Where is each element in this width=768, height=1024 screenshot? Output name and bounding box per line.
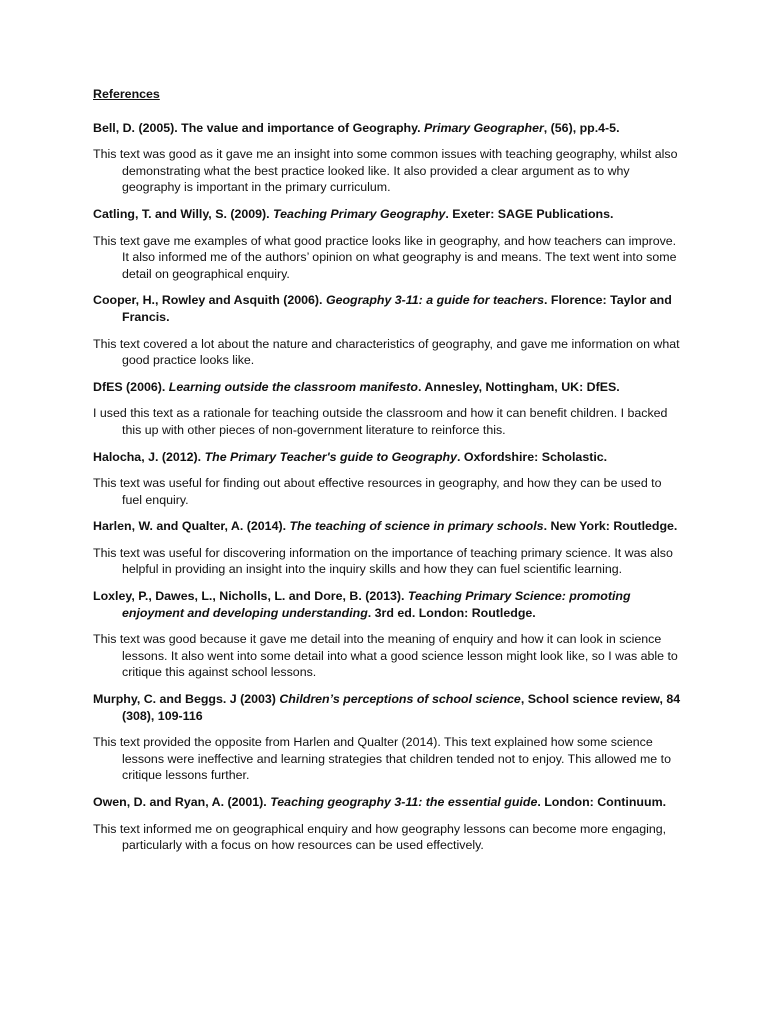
citation-authors: Owen, D. and Ryan, A. (2001). xyxy=(93,795,271,809)
reference-note: This text gave me examples of what good practice looks like in geography, and how teachers can improve. It also informed me of the authors’ opinion on what geography is and means. The text went into some detail on geographical enquiry. xyxy=(93,233,677,281)
citation-publisher: . London: Continuum. xyxy=(537,795,667,809)
citation-publisher: . Oxfordshire: Scholastic. xyxy=(457,449,608,464)
reference-note: This text was good because it gave me detail into the meaning of enquiry and how it can look in science lessons. It also went into some detail into what a good science lesson might look like, so I was able to critique this against school lessons. xyxy=(93,632,678,680)
reference-entry xyxy=(93,449,683,509)
reference-note: This text provided the opposite from Harlen and Qualter (2014). This text explained how some science lessons were ineffective and learning strategies that children tended not to enjoy. This allowed me to critique lessons further. xyxy=(93,735,671,783)
citation-title: Learning outside the classroom manifesto xyxy=(168,379,418,394)
citation-publisher: , (56), pp.4-5. xyxy=(543,120,620,135)
reference-entry xyxy=(93,292,683,368)
reference-entry xyxy=(93,794,683,854)
citation-publisher: . New York: Routledge. xyxy=(543,519,678,534)
citation-authors: DfES (2006). xyxy=(93,379,169,394)
reference-citation xyxy=(93,379,683,396)
reference-citation xyxy=(93,449,683,466)
citation-publisher: . Exeter: SAGE Publications. xyxy=(445,206,614,221)
reference-note: This text informed me on geographical enquiry and how geography lessons can become more engaging, particularly with a focus on how resources can be used effectively. xyxy=(93,821,667,853)
reference-citation xyxy=(93,588,683,621)
citation-title: Teaching Primary Science: promoting enjoyment and developing understanding xyxy=(122,589,631,620)
citation-title: The Primary Teacher's guide to Geography xyxy=(204,449,458,464)
citation-title: Geography 3-11: a guide for teachers xyxy=(325,293,544,308)
citation-publisher: . 3rd ed. London: Routledge. xyxy=(367,605,536,620)
citation-publisher: , School science review, 84 (308), 109-116 xyxy=(122,692,681,723)
citation-title: Teaching Primary Geography xyxy=(273,206,446,221)
reference-citation xyxy=(93,794,683,811)
reference-note: This text was useful for discovering information on the importance of teaching primary science. It was also helpful in providing an insight into the inquiry skills and how they can fuel scientific learning. xyxy=(93,545,673,577)
citation-authors: Halocha, J. (2012). xyxy=(93,449,205,464)
reference-citation xyxy=(93,518,683,535)
citation-title: The teaching of science in primary schools xyxy=(289,519,544,534)
reference-citation xyxy=(93,691,683,724)
references-heading: References xyxy=(93,87,160,101)
reference-note: I used this text as a rationale for teaching outside the classroom and how it can benefit children. I backed this up with other pieces of non-government literature to reinforce this. xyxy=(93,406,668,437)
reference-entry xyxy=(93,120,683,196)
reference-citation xyxy=(93,292,683,325)
citation-authors: Harlen, W. and Qualter, A. (2014). xyxy=(93,519,290,534)
reference-entry xyxy=(93,206,683,282)
reference-entry xyxy=(93,379,683,439)
citation-authors: Catling, T. and Willy, S. (2009). xyxy=(93,206,274,221)
reference-citation xyxy=(93,206,683,223)
reference-citation xyxy=(93,120,683,137)
citation-authors: Cooper, H., Rowley and Asquith (2006). xyxy=(93,293,326,308)
document-page xyxy=(93,86,683,864)
citation-publisher: . Florence: Taylor and Francis. xyxy=(122,293,672,324)
citation-title: Children’s perceptions of school science xyxy=(279,692,521,707)
reference-note: This text covered a lot about the nature and characteristics of geography, and gave me information on what good practice looks like. xyxy=(93,336,680,368)
citation-title: Teaching geography 3-11: the essential guide xyxy=(270,795,538,809)
reference-entry xyxy=(93,518,683,578)
reference-entry xyxy=(93,691,683,784)
citation-authors: Loxley, P., Dawes, L., Nicholls, L. and Dore, B. (2013). xyxy=(93,589,408,604)
citation-authors: Murphy, C. and Beggs. J (2003) xyxy=(93,692,280,707)
citation-authors: Bell, D. (2005). The value and importance of Geography. xyxy=(93,120,424,135)
reference-note: This text was good as it gave me an insight into some common issues with teaching geography, whilst also demonstrating what the best practice looked like. It also provided a clear argument as to why geography is important in the primary curriculum. xyxy=(93,147,678,195)
reference-entry xyxy=(93,588,683,681)
citation-publisher: . Annesley, Nottingham, UK: DfES. xyxy=(418,379,620,394)
citation-title: Primary Geographer xyxy=(423,120,544,135)
reference-note: This text was useful for finding out about effective resources in geography, and how they can be used to fuel enquiry. xyxy=(93,476,662,507)
